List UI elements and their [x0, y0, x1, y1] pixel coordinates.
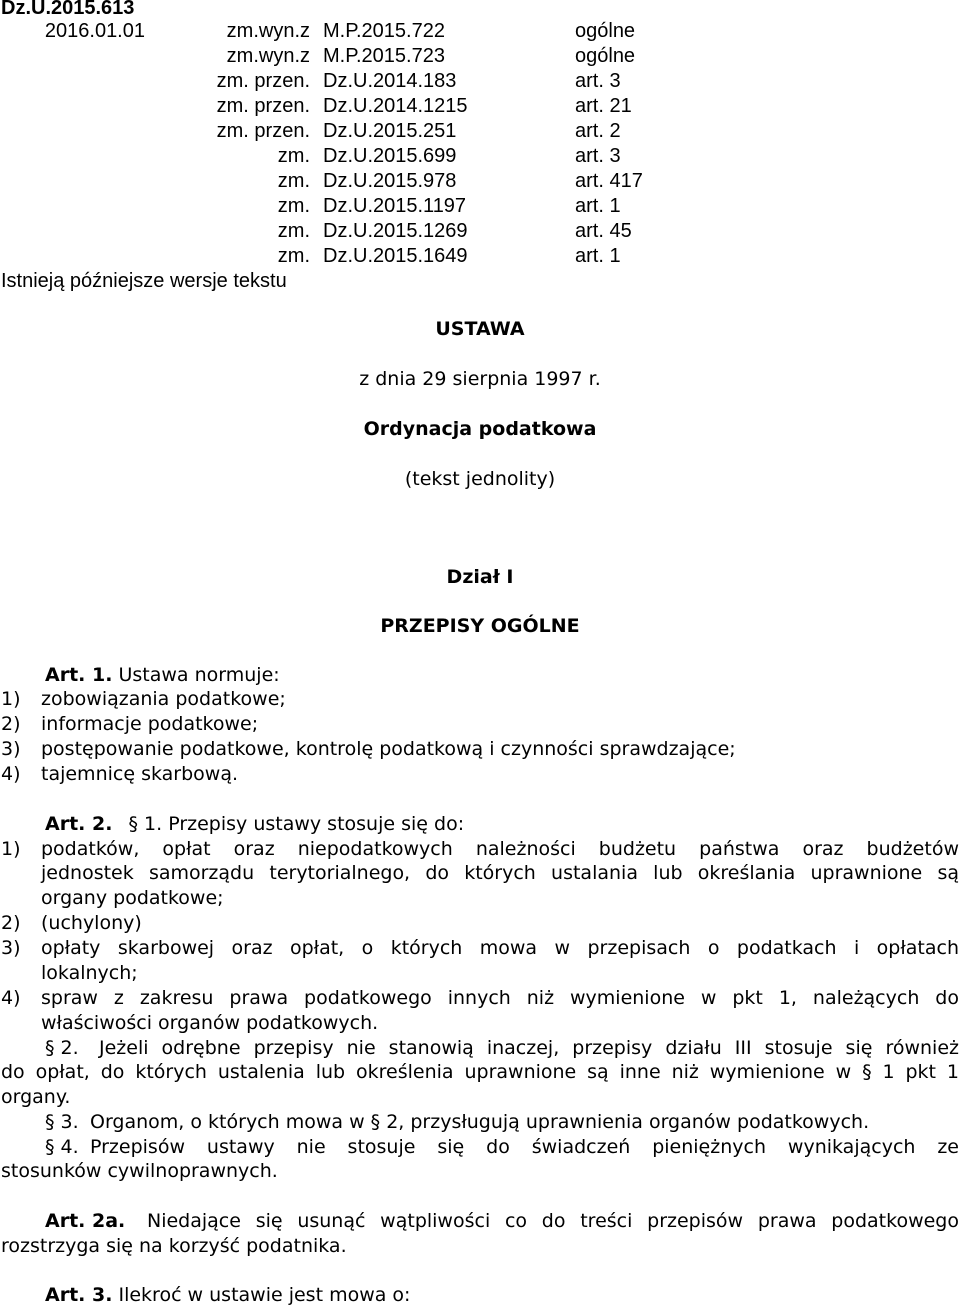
- paragraph-line: Jeżeli odrębne przepisy nie stanowią inaczej, przepisy działu III stosuje się również: [99, 1037, 959, 1059]
- article-3-heading: [45, 1284, 410, 1306]
- amendment-row: [0, 245, 660, 270]
- list-item-line: podatków, opłat oraz niepodatkowych należności budżetu państwa oraz budżetów: [41, 838, 959, 860]
- paragraph-mark: § 4.: [45, 1136, 79, 1158]
- list-number: 4): [1, 763, 21, 785]
- article-intro: Ustawa normuje:: [112, 664, 280, 686]
- list-number: 2): [1, 713, 21, 735]
- amendment-row: [0, 20, 660, 45]
- amendment-scope: art. 3: [575, 145, 621, 167]
- article-label: Art. 2.: [45, 813, 113, 835]
- amendment-source: Dz.U.2015.978: [323, 170, 457, 192]
- list-item-line: właściwości organów podatkowych.: [41, 1012, 379, 1034]
- list-item: (uchylony): [41, 912, 142, 934]
- amendment-source: Dz.U.2015.699: [323, 145, 457, 167]
- amendment-date: 2016.01.01: [44, 20, 145, 42]
- list-item: tajemnicę skarbową.: [41, 763, 238, 785]
- list-item: postępowanie podatkowe, kontrolę podatkową i czynności sprawdzające;: [41, 738, 736, 760]
- amendment-row: [0, 195, 660, 220]
- list-item: zobowiązania podatkowe;: [41, 688, 286, 710]
- amendment-type: zm.wyn.z: [226, 45, 310, 67]
- paragraph-mark: § 3.: [45, 1111, 79, 1133]
- list-item: informacje podatkowe;: [41, 713, 259, 735]
- amendment-scope: ogólne: [575, 45, 636, 67]
- amendment-type: zm.: [277, 145, 310, 167]
- list-number: 2): [1, 912, 21, 934]
- amendment-type: zm.: [277, 170, 310, 192]
- act-name: Ordynacja podatkowa: [363, 418, 597, 440]
- act-date: z dnia 29 sierpnia 1997 r.: [359, 368, 601, 390]
- list-number: 1): [1, 688, 21, 710]
- list-item-line: jednostek samorządu terytorialnego, do których ustalania lub określania uprawnione są: [41, 862, 959, 884]
- amendment-scope: art. 3: [575, 70, 621, 92]
- article-1-heading: [45, 664, 280, 686]
- paragraph-line: do opłat, do których ustalenia lub określenia uprawnione są inne niż wymienione w § 1 pkt 1: [1, 1061, 959, 1083]
- article-label: Art. 1.: [45, 664, 113, 686]
- amendment-source: Dz.U.2014.183: [323, 70, 457, 92]
- amendment-source: M.P.2015.722: [323, 20, 445, 42]
- amendment-source: Dz.U.2015.251: [323, 120, 457, 142]
- amendment-scope: art. 1: [575, 195, 621, 217]
- amendment-row: [0, 45, 660, 70]
- amendment-source: M.P.2015.723: [323, 45, 445, 67]
- amendment-type: zm.wyn.z: [226, 20, 310, 42]
- later-versions-note[interactable]: Istnieją późniejsze wersje tekstu: [1, 270, 287, 292]
- amendment-type: zm.: [277, 220, 310, 242]
- act-type: USTAWA: [435, 318, 525, 340]
- paragraph-line: Przepisów ustawy nie stosuje się do świadczeń pieniężnych wynikających ze: [90, 1136, 959, 1158]
- article-text-line: Niedające się usunąć wątpliwości co do treści przepisów prawa podatkowego: [147, 1210, 959, 1232]
- list-item-line: opłaty skarbowej oraz opłat, o których mowa w przepisach o podatkach i opłatach: [41, 937, 959, 959]
- amendment-row: [0, 220, 660, 245]
- article-label: Art. 2a.: [45, 1210, 126, 1232]
- list-number: 3): [1, 738, 21, 760]
- amendment-source: Dz.U.2015.1649: [323, 245, 468, 267]
- amendment-row: [0, 145, 660, 170]
- division-number: Dział I: [446, 566, 514, 588]
- paragraph-mark: § 2.: [45, 1037, 79, 1059]
- list-number: 1): [1, 838, 21, 860]
- list-item-line: lokalnych;: [41, 962, 138, 984]
- list-number: 3): [1, 937, 21, 959]
- amendment-source: Dz.U.2014.1215: [323, 95, 468, 117]
- amendment-source: Dz.U.2015.1197: [323, 195, 467, 217]
- amendment-scope: ogólne: [575, 20, 636, 42]
- amendment-type: zm. przen.: [216, 95, 310, 117]
- amendment-type: zm.: [277, 245, 310, 267]
- list-item-line: organy podatkowe;: [41, 887, 224, 909]
- amendment-row: [0, 95, 660, 120]
- article-text-line: rozstrzyga się na korzyść podatnika.: [1, 1235, 347, 1257]
- list-item-line: spraw z zakresu prawa podatkowego innych niż wymienione w pkt 1, należących do: [41, 987, 959, 1009]
- amendment-scope: art. 417: [575, 170, 643, 192]
- list-number: 4): [1, 987, 21, 1009]
- amendment-type: zm. przen.: [216, 70, 310, 92]
- amendment-scope: art. 45: [575, 220, 632, 242]
- amendment-scope: art. 21: [575, 95, 632, 117]
- amendment-type: zm.: [277, 195, 310, 217]
- amendment-scope: art. 2: [575, 120, 621, 142]
- division-title: PRZEPISY OGÓLNE: [380, 615, 580, 637]
- act-note: (tekst jednolity): [404, 468, 556, 490]
- paragraph-line: stosunków cywilnoprawnych.: [1, 1160, 278, 1182]
- paragraph-line: organy.: [1, 1086, 71, 1108]
- amendment-type: zm. przen.: [216, 120, 310, 142]
- document-id: Dz.U.2015.613: [1, 0, 135, 19]
- article-intro: Ilekroć w ustawie jest mowa o:: [112, 1284, 411, 1306]
- paragraph-intro: Przepisy ustawy stosuje się do:: [168, 813, 465, 835]
- paragraph-mark: § 1.: [128, 813, 163, 835]
- amendment-scope: art. 1: [575, 245, 621, 267]
- article-2-heading: [45, 813, 464, 835]
- amendment-source: Dz.U.2015.1269: [323, 220, 468, 242]
- article-label: Art. 3.: [45, 1284, 113, 1306]
- amendment-row: [0, 170, 660, 195]
- paragraph-text: Organom, o których mowa w § 2, przysługują uprawnienia organów podatkowych.: [90, 1111, 870, 1133]
- amendment-row: [0, 120, 660, 145]
- amendment-row: [0, 70, 660, 95]
